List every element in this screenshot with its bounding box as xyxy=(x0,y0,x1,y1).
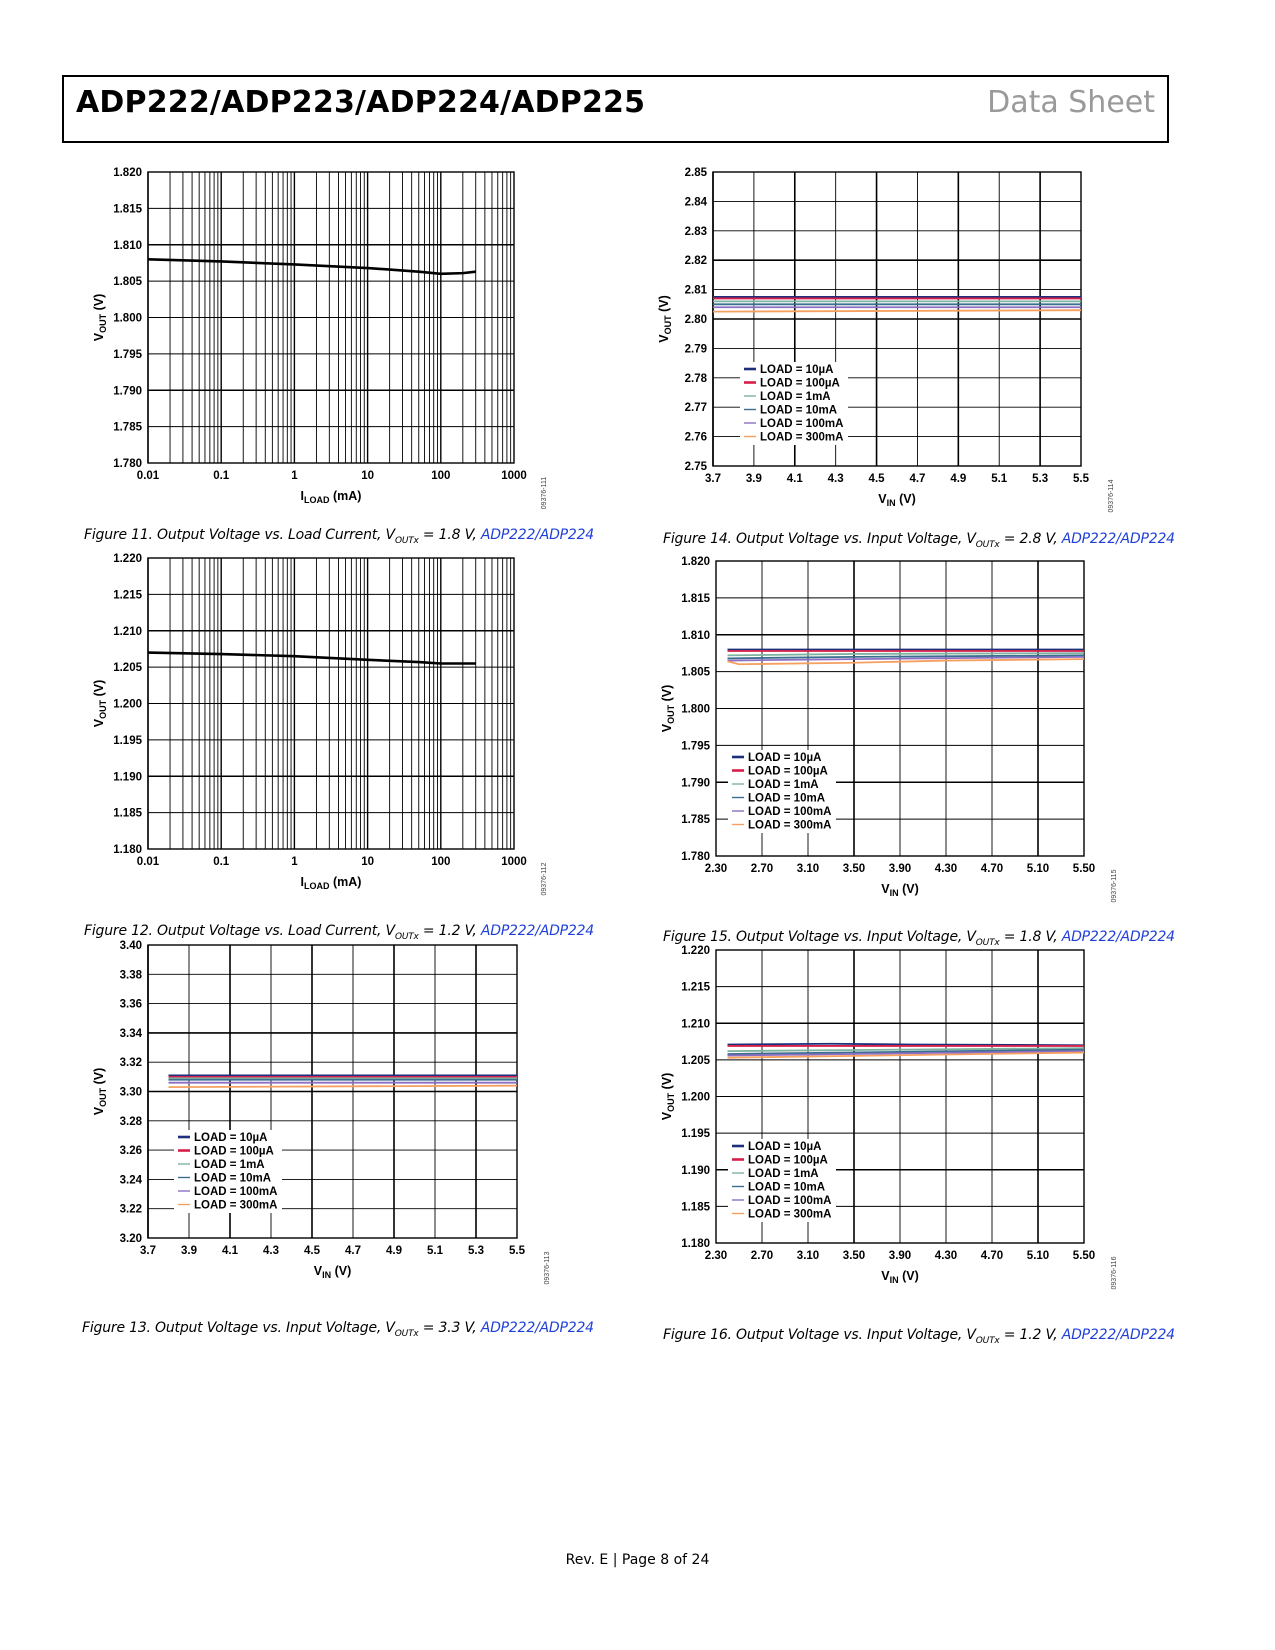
x-tick-label: 1000 xyxy=(501,856,527,868)
y-tick-label: 1.200 xyxy=(113,698,142,711)
x-tick-label: 4.7 xyxy=(909,473,926,485)
figure-code: 09376-116 xyxy=(1111,1256,1118,1290)
x-tick-label: 4.30 xyxy=(934,1250,958,1262)
y-tick-label: 1.185 xyxy=(681,1201,710,1214)
legend-entry: LOAD = 300mA xyxy=(194,1199,278,1212)
x-tick-label: 3.7 xyxy=(140,1245,156,1257)
y-tick-label: 1.790 xyxy=(681,777,710,790)
y-tick-label: 1.215 xyxy=(681,981,710,994)
y-tick-label: 1.180 xyxy=(113,844,142,856)
x-tick-label: 1 xyxy=(291,470,298,482)
x-tick-label: 100 xyxy=(431,856,451,868)
x-axis-label: $V_{IN}$ (V) xyxy=(878,492,916,508)
x-tick-label: 2.70 xyxy=(750,863,774,875)
y-tick-label: 2.79 xyxy=(684,343,707,356)
legend-entry: LOAD = 100µA xyxy=(194,1145,274,1158)
document-type-label: Data Sheet xyxy=(987,85,1155,120)
x-tick-label: 10 xyxy=(361,470,374,482)
figure-code: 09376-114 xyxy=(1108,479,1115,513)
legend-entry: LOAD = 300mA xyxy=(748,1208,832,1221)
y-tick-label: 1.805 xyxy=(681,666,710,679)
legend-entry: LOAD = 1mA xyxy=(748,779,819,791)
x-tick-label: 4.3 xyxy=(827,473,844,485)
series-line xyxy=(728,1044,1085,1045)
x-tick-label: 5.3 xyxy=(1032,473,1049,485)
y-tick-label: 3.38 xyxy=(119,969,142,982)
x-tick-label: 3.9 xyxy=(181,1245,197,1257)
x-tick-label: 5.5 xyxy=(1073,473,1089,485)
y-tick-label: 2.78 xyxy=(684,372,707,385)
figure-14-product-link[interactable]: ADP222/ADP224 xyxy=(1061,531,1175,547)
y-tick-label: 3.30 xyxy=(119,1086,142,1099)
legend-entry: LOAD = 1mA xyxy=(760,391,831,403)
y-tick-label: 3.32 xyxy=(119,1057,142,1070)
y-tick-label: 1.210 xyxy=(113,625,142,638)
x-tick-label: 4.70 xyxy=(980,863,1004,875)
y-tick-label: 1.795 xyxy=(113,348,142,361)
y-tick-label: 1.210 xyxy=(681,1018,710,1031)
x-tick-label: 3.50 xyxy=(842,1250,866,1262)
x-tick-label: 3.90 xyxy=(888,1250,912,1262)
legend-entry: LOAD = 10mA xyxy=(194,1172,272,1185)
figure-12-caption: Figure 12. Output Voltage vs. Load Current, $V_{OUTx} = 1.2$ V, ADP222/ADP224 xyxy=(84,923,595,942)
y-tick-label: 3.34 xyxy=(119,1027,142,1040)
y-tick-label: 2.85 xyxy=(684,167,707,179)
figure-16-product-link[interactable]: ADP222/ADP224 xyxy=(1061,1327,1175,1343)
legend-entry: LOAD = 100mA xyxy=(748,1195,832,1207)
y-tick-label: 2.80 xyxy=(684,314,707,326)
y-tick-label: 1.220 xyxy=(681,945,710,957)
figure-code: 09376-115 xyxy=(1111,869,1118,903)
x-axis-label: $V_{IN}$ (V) xyxy=(881,1269,919,1285)
x-tick-label: 5.5 xyxy=(509,1245,525,1257)
legend-entry: LOAD = 10mA xyxy=(760,404,838,417)
x-tick-label: 4.1 xyxy=(786,473,803,485)
x-tick-label: 1 xyxy=(291,856,298,868)
x-tick-label: 3.90 xyxy=(888,863,912,875)
figure-13-product-link[interactable]: ADP222/ADP224 xyxy=(480,1320,594,1336)
y-axis-label: $V_{OUT}$ (V) xyxy=(660,684,676,733)
x-tick-label: 5.50 xyxy=(1072,863,1096,875)
legend-entry: LOAD = 100mA xyxy=(760,418,844,430)
x-tick-label: 3.50 xyxy=(842,863,866,875)
legend-entry: LOAD = 10mA xyxy=(748,792,826,805)
y-tick-label: 1.800 xyxy=(113,312,142,325)
y-tick-label: 1.780 xyxy=(681,851,710,863)
x-axis-label: $V_{IN}$ (V) xyxy=(881,882,919,898)
y-tick-label: 1.195 xyxy=(113,734,142,747)
x-axis-label: $I_{LOAD}$ (mA) xyxy=(300,489,362,505)
y-tick-label: 2.75 xyxy=(684,461,707,473)
document-title: ADP222/ADP223/ADP224/ADP225 xyxy=(76,85,646,120)
y-axis-label: $V_{OUT}$ (V) xyxy=(92,679,108,728)
x-tick-label: 4.5 xyxy=(868,473,885,485)
y-tick-label: 1.180 xyxy=(681,1238,710,1250)
x-tick-label: 5.50 xyxy=(1072,1250,1096,1262)
y-tick-label: 1.820 xyxy=(113,167,142,179)
y-tick-label: 1.790 xyxy=(113,385,142,398)
figure-code: 09376-113 xyxy=(544,1251,551,1285)
y-tick-label: 1.185 xyxy=(113,807,142,820)
x-tick-label: 0.01 xyxy=(136,470,160,482)
y-tick-label: 3.36 xyxy=(119,998,142,1011)
y-tick-label: 2.82 xyxy=(684,255,707,268)
x-tick-label: 3.10 xyxy=(796,863,820,875)
y-tick-label: 3.22 xyxy=(119,1203,142,1216)
y-axis-label: $V_{OUT}$ (V) xyxy=(92,1067,108,1116)
y-tick-label: 3.28 xyxy=(119,1115,142,1128)
y-tick-label: 1.220 xyxy=(113,553,142,565)
y-tick-label: 1.810 xyxy=(681,629,710,642)
x-tick-label: 1000 xyxy=(501,470,527,482)
x-tick-label: 3.9 xyxy=(745,473,762,485)
page-footer: Rev. E | Page 8 of 24 xyxy=(565,1552,710,1568)
x-tick-label: 2.30 xyxy=(704,1250,728,1262)
y-tick-label: 2.81 xyxy=(684,284,707,297)
figure-12-product-link[interactable]: ADP222/ADP224 xyxy=(480,923,595,939)
x-tick-label: 100 xyxy=(431,470,451,482)
y-tick-label: 1.815 xyxy=(681,592,710,605)
figure-15-caption: Figure 15. Output Voltage vs. Input Voltage, $V_{OUTx} = 1.8$ V, ADP222/ADP224 xyxy=(663,929,1175,948)
y-tick-label: 3.20 xyxy=(119,1233,142,1245)
y-axis-label: $V_{OUT}$ (V) xyxy=(92,293,108,342)
x-tick-label: 4.70 xyxy=(980,1250,1004,1262)
figure-code: 09376-111 xyxy=(541,476,548,510)
figure-code: 09376-112 xyxy=(541,862,548,896)
x-tick-label: 5.10 xyxy=(1026,863,1050,875)
y-tick-label: 3.26 xyxy=(119,1145,142,1158)
y-tick-label: 1.820 xyxy=(681,556,710,568)
y-tick-label: 1.200 xyxy=(681,1091,710,1104)
x-tick-label: 10 xyxy=(361,856,374,868)
x-tick-label: 5.1 xyxy=(427,1245,443,1257)
x-tick-label: 0.1 xyxy=(213,856,230,868)
x-tick-label: 0.01 xyxy=(136,856,160,868)
y-tick-label: 2.84 xyxy=(684,196,707,209)
x-tick-label: 3.7 xyxy=(705,473,721,485)
figure-11-caption: Figure 11. Output Voltage vs. Load Current, $V_{OUTx} = 1.8$ V, ADP222/ADP224 xyxy=(84,527,595,546)
y-tick-label: 1.205 xyxy=(113,662,142,675)
x-tick-label: 5.10 xyxy=(1026,1250,1050,1262)
x-tick-label: 4.7 xyxy=(345,1245,361,1257)
legend-entry: LOAD = 300mA xyxy=(748,819,832,832)
y-tick-label: 2.83 xyxy=(684,225,707,238)
x-tick-label: 5.1 xyxy=(991,473,1008,485)
y-tick-label: 1.785 xyxy=(113,421,142,434)
x-tick-label: 4.3 xyxy=(263,1245,279,1257)
x-tick-label: 3.10 xyxy=(796,1250,820,1262)
figure-16-caption: Figure 16. Output Voltage vs. Input Voltage, $V_{OUTx} = 1.2$ V, ADP222/ADP224 xyxy=(663,1327,1175,1346)
legend-entry: LOAD = 100mA xyxy=(748,806,832,818)
legend-entry: LOAD = 100µA xyxy=(760,377,840,390)
y-tick-label: 1.780 xyxy=(113,458,142,470)
legend-entry: LOAD = 10µA xyxy=(760,364,834,376)
x-tick-label: 2.30 xyxy=(704,863,728,875)
y-tick-label: 1.190 xyxy=(113,771,142,784)
y-tick-label: 1.805 xyxy=(113,276,142,289)
x-tick-label: 4.9 xyxy=(386,1245,402,1257)
x-tick-label: 5.3 xyxy=(468,1245,484,1257)
legend-entry: LOAD = 1mA xyxy=(748,1168,819,1180)
y-tick-label: 1.785 xyxy=(681,814,710,827)
chart-legend xyxy=(728,1139,836,1222)
x-tick-label: 0.1 xyxy=(213,470,230,482)
legend-entry: LOAD = 300mA xyxy=(760,431,844,444)
legend-entry: LOAD = 10µA xyxy=(748,752,822,764)
legend-entry: LOAD = 10µA xyxy=(748,1141,822,1153)
y-tick-label: 1.800 xyxy=(681,703,710,716)
x-axis-label: $I_{LOAD}$ (mA) xyxy=(300,875,362,891)
y-tick-label: 1.215 xyxy=(113,589,142,602)
x-axis-label: $V_{IN}$ (V) xyxy=(313,1264,352,1280)
x-tick-label: 4.1 xyxy=(222,1245,238,1257)
y-tick-label: 1.795 xyxy=(681,740,710,753)
legend-entry: LOAD = 10µA xyxy=(194,1132,268,1144)
legend-entry: LOAD = 100mA xyxy=(194,1186,278,1198)
figure-11-product-link[interactable]: ADP222/ADP224 xyxy=(480,527,595,543)
y-axis-label: $V_{OUT}$ (V) xyxy=(657,295,673,343)
legend-entry: LOAD = 1mA xyxy=(194,1159,265,1171)
y-tick-label: 1.815 xyxy=(113,203,142,216)
figure-15-product-link[interactable]: ADP222/ADP224 xyxy=(1061,929,1175,945)
y-tick-label: 2.77 xyxy=(684,402,707,415)
figure-13-caption: Figure 13. Output Voltage vs. Input Voltage, $V_{OUTx} = 3.3$ V, ADP222/ADP224 xyxy=(82,1320,594,1339)
y-tick-label: 1.190 xyxy=(681,1164,710,1177)
legend-entry: LOAD = 100µA xyxy=(748,765,828,778)
y-tick-label: 3.40 xyxy=(119,940,142,952)
figure-14-caption: Figure 14. Output Voltage vs. Input Voltage, $V_{OUTx} = 2.8$ V, ADP222/ADP224 xyxy=(663,531,1175,550)
x-tick-label: 4.5 xyxy=(304,1245,320,1257)
y-tick-label: 3.24 xyxy=(119,1174,142,1187)
y-tick-label: 2.76 xyxy=(684,431,707,444)
x-tick-label: 4.9 xyxy=(950,473,967,485)
x-tick-label: 2.70 xyxy=(750,1250,774,1262)
y-tick-label: 1.810 xyxy=(113,239,142,252)
y-axis-label: $V_{OUT}$ (V) xyxy=(660,1072,676,1121)
legend-entry: LOAD = 10mA xyxy=(748,1181,826,1194)
y-tick-label: 1.205 xyxy=(681,1054,710,1067)
legend-entry: LOAD = 100µA xyxy=(748,1154,828,1167)
x-tick-label: 4.30 xyxy=(934,863,958,875)
y-tick-label: 1.195 xyxy=(681,1128,710,1141)
